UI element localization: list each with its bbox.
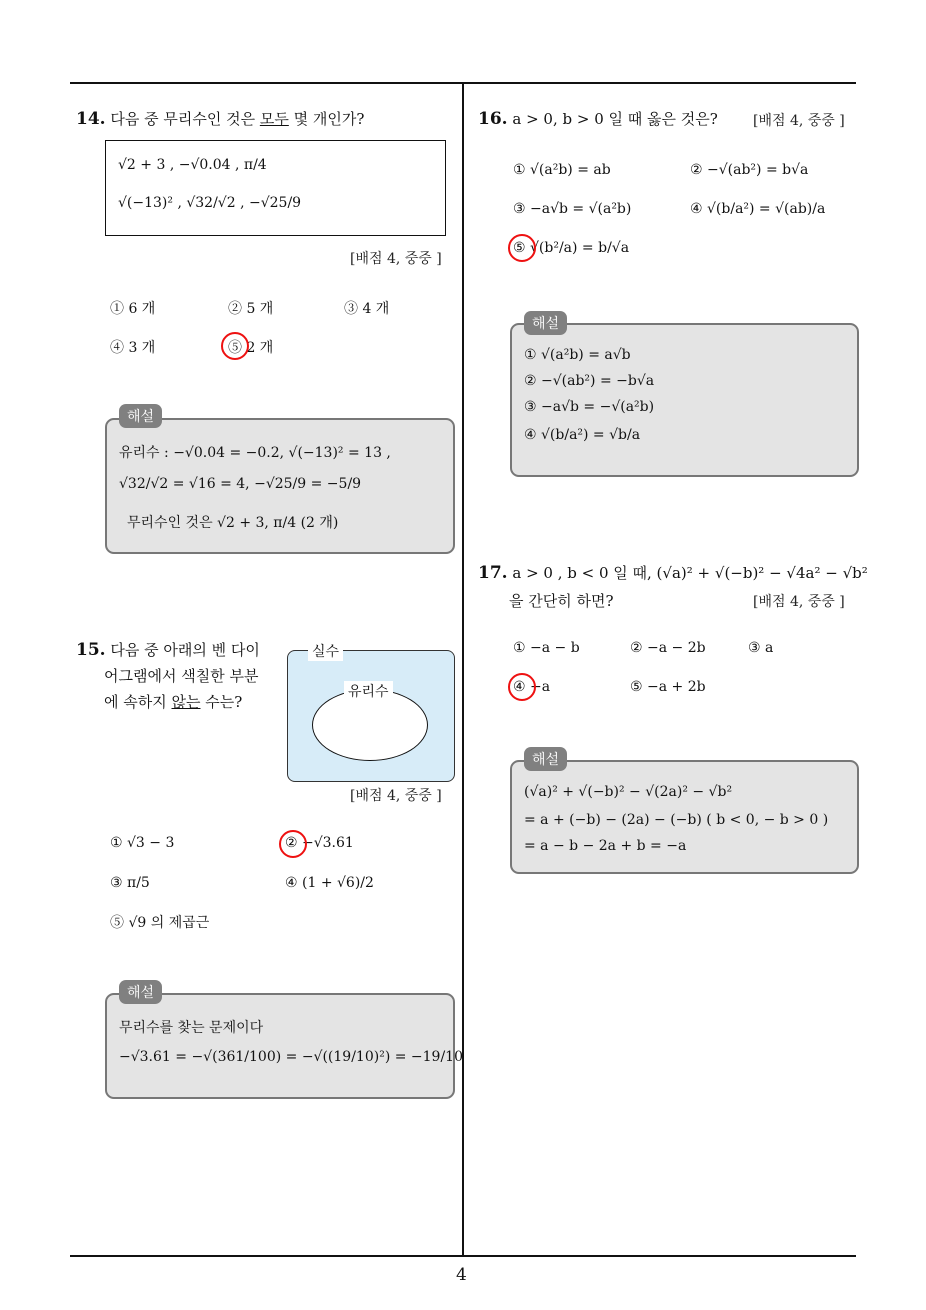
- solution-line-4: ④ √(b/a²) = √b/a: [524, 427, 641, 443]
- option-1[interactable]: ① √3 − 3: [110, 835, 175, 851]
- solution-line-2: −√3.61 = −√(361/100) = −√((19/10)²) = −19/10: [119, 1049, 463, 1065]
- question-text-line-2: 을 간단히 하면?: [509, 592, 614, 610]
- answer-circle-mark: [508, 673, 536, 701]
- score-label: [배점 4, 중중 ]: [753, 594, 845, 610]
- option-4[interactable]: ④ 3 개: [110, 340, 156, 356]
- question-number: 15.: [76, 640, 106, 660]
- question-text: 에 속하지: [104, 693, 172, 711]
- solution-line-2: = a + (−b) − (2a) − (−b) ( b < 0, − b > 0 ): [524, 812, 829, 828]
- question-15: [76, 637, 260, 715]
- expression-line-2: √(−13)² , √32/√2 , −√25/9: [118, 195, 302, 211]
- question-text: 다음 중 무리수인 것은: [110, 110, 260, 128]
- solution-tag: 해설: [524, 747, 567, 771]
- question-14: [76, 108, 364, 129]
- question-text: 수는?: [200, 693, 243, 711]
- question-text: a > 0 , b < 0 일 때, (√a)² + √(−b)² − √4a² − √b²: [512, 564, 868, 582]
- question-text-underlined: 않는: [171, 693, 201, 711]
- solution-box: [510, 760, 859, 874]
- bottom-rule: [70, 1255, 856, 1257]
- question-number: 14.: [76, 109, 106, 129]
- option-5[interactable]: ⑤ 2 개: [228, 340, 274, 356]
- option-1[interactable]: ① −a − b: [513, 640, 580, 656]
- option-2[interactable]: ② −√3.61: [285, 835, 354, 851]
- solution-tag: 해설: [119, 404, 162, 428]
- option-4[interactable]: ④ −a: [513, 679, 551, 695]
- option-5[interactable]: ⑤ √9 의 제곱근: [110, 915, 210, 931]
- option-3[interactable]: ③ a: [748, 640, 774, 656]
- venn-inner-label: 유리수: [344, 681, 393, 701]
- question-text: 다음 중 아래의 벤 다이: [110, 641, 260, 659]
- solution-line-1: 유리수 : −√0.04 = −0.2, √(−13)² = 13 ,: [119, 445, 391, 461]
- solution-box: [510, 323, 859, 477]
- score-label: [배점 4, 중중 ]: [753, 113, 845, 129]
- option-3[interactable]: ③ 4 개: [344, 301, 390, 317]
- solution-line-3: 무리수인 것은 √2 + 3, π/4 (2 개): [127, 515, 339, 531]
- option-2[interactable]: ② −√(ab²) = b√a: [690, 162, 809, 178]
- solution-line-3: ③ −a√b = −√(a²b): [524, 399, 655, 415]
- option-3[interactable]: ③ π/5: [110, 875, 150, 891]
- option-2[interactable]: ② 5 개: [228, 301, 274, 317]
- solution-line-1: (√a)² + √(−b)² − √(2a)² − √b²: [524, 784, 733, 800]
- question-number: 16.: [478, 109, 508, 129]
- expression-box: [105, 140, 446, 236]
- solution-line-2: ② −√(ab²) = −b√a: [524, 373, 655, 389]
- venn-diagram: [287, 650, 455, 782]
- option-1[interactable]: ① 6 개: [110, 301, 156, 317]
- solution-box: [105, 418, 455, 554]
- option-4[interactable]: ④ (1 + √6)/2: [285, 875, 374, 891]
- solution-line-2: √32/√2 = √16 = 4, −√25/9 = −5/9: [119, 476, 362, 492]
- venn-outer-label: 실수: [308, 641, 343, 661]
- solution-line-1: ① √(a²b) = a√b: [524, 347, 631, 363]
- question-text: a > 0, b > 0 일 때 옳은 것은?: [512, 110, 718, 128]
- question-17: [478, 562, 868, 583]
- question-16: [478, 108, 718, 129]
- solution-tag: 해설: [524, 311, 567, 335]
- column-divider: [462, 84, 464, 1256]
- question-text: 어그램에서 색칠한 부분: [104, 667, 259, 685]
- option-3[interactable]: ③ −a√b = √(a²b): [513, 201, 632, 217]
- option-4[interactable]: ④ √(b/a²) = √(ab)/a: [690, 201, 826, 217]
- score-label: [배점 4, 중중 ]: [350, 251, 442, 267]
- question-text-underlined: 모두: [259, 110, 289, 128]
- question-text: 몇 개인가?: [288, 110, 365, 128]
- answer-circle-mark: [279, 830, 307, 858]
- page-number: 4: [456, 1265, 467, 1285]
- option-2[interactable]: ② −a − 2b: [630, 640, 706, 656]
- solution-line-3: = a − b − 2a + b = −a: [524, 838, 687, 854]
- score-label: [배점 4, 중중 ]: [350, 788, 442, 804]
- solution-box: [105, 993, 463, 1099]
- expression-line-1: √2 + 3 , −√0.04 , π/4: [118, 157, 267, 173]
- question-number: 17.: [478, 563, 508, 583]
- option-1[interactable]: ① √(a²b) = ab: [513, 162, 611, 178]
- answer-circle-mark: [221, 332, 249, 360]
- solution-tag: 해설: [119, 980, 162, 1004]
- option-5[interactable]: ⑤ √(b²/a) = b/√a: [513, 240, 630, 256]
- answer-circle-mark: [508, 234, 536, 262]
- solution-line-1: 무리수를 찾는 문제이다: [119, 1020, 264, 1036]
- option-5[interactable]: ⑤ −a + 2b: [630, 679, 706, 695]
